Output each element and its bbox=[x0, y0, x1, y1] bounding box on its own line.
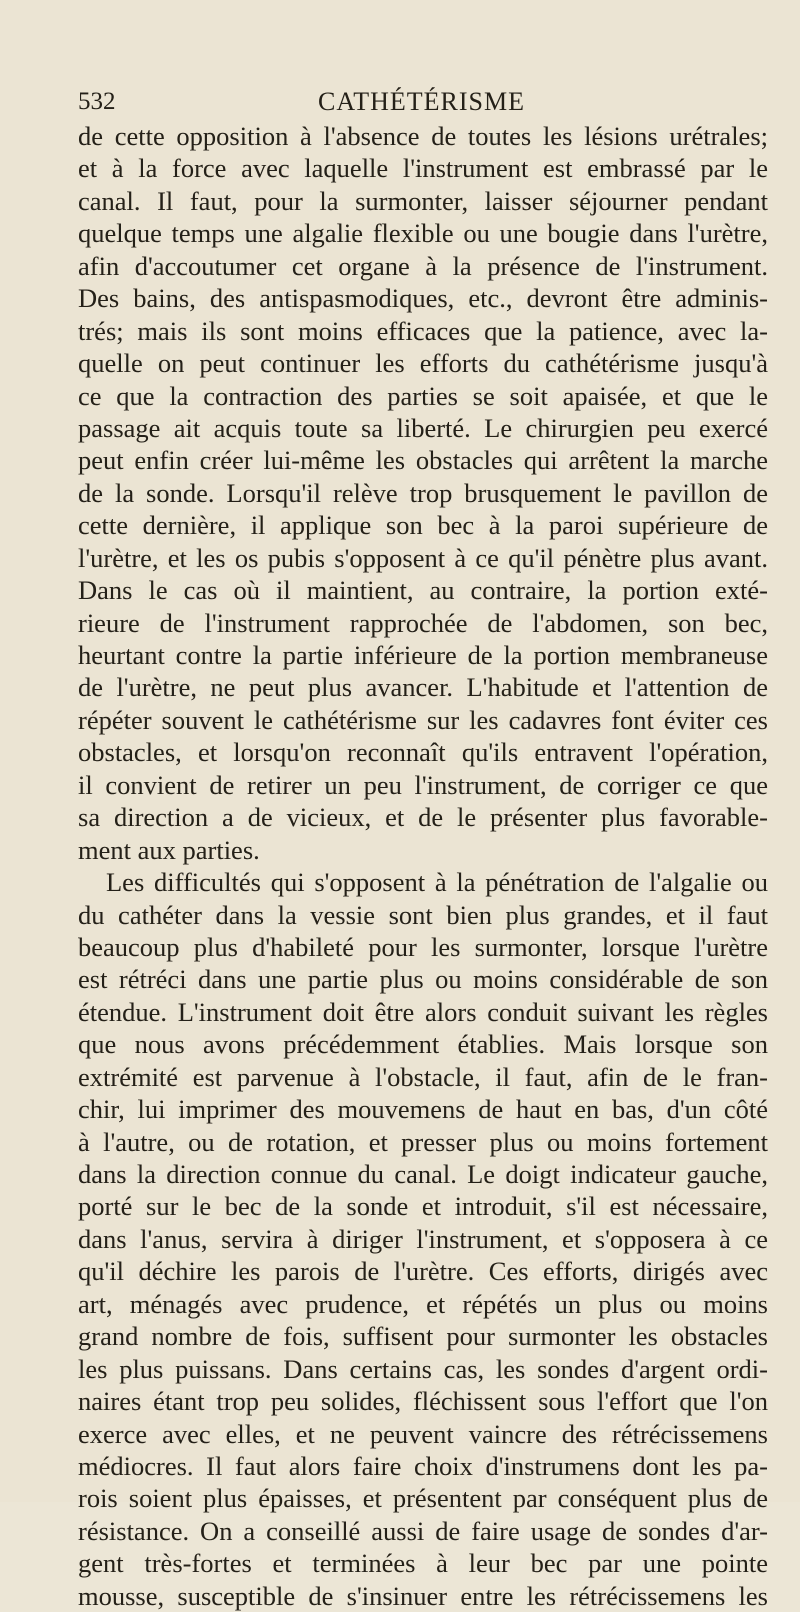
text-line: obstacles, et lorsqu'on reconnaît qu'ils entravent l'opération, bbox=[78, 737, 768, 768]
text-line: répéter souvent le cathétérisme sur les cadavres font éviter ces bbox=[78, 704, 768, 735]
page-number: 532 bbox=[78, 88, 116, 115]
text-line: médiocres. Il faut alors faire choix d'instrumens dont les pa- bbox=[78, 1450, 768, 1481]
text-line: porté sur le bec de la sonde et introduit, s'il est nécessaire, bbox=[78, 1191, 768, 1222]
page-header bbox=[78, 84, 768, 120]
text-line: mousse, susceptible de s'insinuer entre les rétrécissemens les bbox=[78, 1580, 768, 1611]
text-line: l'urètre, et les os pubis s'opposent à ce qu'il pénètre plus avant. bbox=[78, 542, 768, 573]
text-line: naires étant trop peu solides, fléchissent sous l'effort que l'on bbox=[78, 1386, 768, 1417]
text-line: dans la direction connue du canal. Le doigt indicateur gauche, bbox=[78, 1159, 768, 1189]
text-line: canal. Il faut, pour la surmonter, laisser séjourner pendant bbox=[78, 185, 768, 216]
text-line: quelque temps une algalie flexible ou une bougie dans l'urètre, bbox=[78, 218, 768, 249]
text-line: art, ménagés avec prudence, et répétés un plus ou moins bbox=[78, 1288, 768, 1319]
text-line: afin d'accoutumer cet organe à la présence de l'instrument. bbox=[78, 250, 768, 281]
text-line: et à la force avec laquelle l'instrument est embrassé par le bbox=[78, 153, 768, 184]
text-line: les plus puissans. Dans certains cas, les sondes d'argent ordi- bbox=[78, 1353, 768, 1384]
text-line: rieure de l'instrument rapprochée de l'abdomen, son bec, bbox=[78, 607, 768, 638]
text-line: de l'urètre, ne peut plus avancer. L'habitude et l'attention de bbox=[78, 672, 768, 703]
text-line: beaucoup plus d'habileté pour les surmonter, lorsque l'urètre bbox=[78, 931, 768, 962]
text-line: gent très-fortes et terminées à leur bec par une pointe bbox=[78, 1548, 768, 1579]
text-line: trés; mais ils sont moins efficaces que la patience, avec la- bbox=[78, 315, 768, 346]
text-line: dans l'anus, servira à diriger l'instrument, et s'opposera à ce bbox=[78, 1223, 768, 1254]
text-line: qu'il déchire les parois de l'urètre. Ces efforts, dirigés avec bbox=[78, 1256, 768, 1287]
text-line: est rétréci dans une partie plus ou moins considérable de son bbox=[78, 964, 768, 995]
text-line: chir, lui imprimer des mouvemens de haut en bas, d'un côté bbox=[78, 1094, 768, 1125]
text-line: étendue. L'instrument doit être alors conduit suivant les règles bbox=[78, 996, 768, 1027]
text-line: il convient de retirer un peu l'instrument, de corriger ce que bbox=[78, 769, 768, 800]
text-line: peut enfin créer lui-même les obstacles qui arrêtent la marche bbox=[78, 445, 768, 476]
body-text bbox=[78, 120, 768, 1612]
text-line: heurtant contre la partie inférieure de la portion membraneuse bbox=[78, 640, 768, 670]
text-line: passage ait acquis toute sa liberté. Le chirurgien peu exercé bbox=[78, 412, 768, 443]
text-line: de cette opposition à l'absence de toutes les lésions urétrales; bbox=[78, 121, 768, 151]
text-line: extrémité est parvenue à l'obstacle, il faut, afin de le fran- bbox=[78, 1061, 768, 1092]
text-line: ce que la contraction des parties se soit apaisée, et que le bbox=[78, 380, 768, 411]
text-line: grand nombre de fois, suffisent pour surmonter les obstacles bbox=[78, 1321, 768, 1352]
running-title: CATHÉTÉRISME bbox=[318, 87, 525, 116]
text-line: quelle on peut continuer les efforts du cathétérisme jusqu'à bbox=[78, 348, 768, 379]
text-line: du cathéter dans la vessie sont bien plus grandes, et il faut bbox=[78, 899, 768, 930]
text-line: résistance. On a conseillé aussi de faire usage de sondes d'ar- bbox=[78, 1515, 768, 1546]
text-line: de la sonde. Lorsqu'il relève trop brusquement le pavillon de bbox=[78, 477, 768, 508]
text-line: à l'autre, ou de rotation, et presser plus ou moins fortement bbox=[78, 1126, 768, 1157]
text-line: rois soient plus épaisses, et présentent par conséquent plus de bbox=[78, 1483, 768, 1514]
text-line: sa direction a de vicieux, et de le présenter plus favorable- bbox=[78, 802, 768, 833]
text-line: cette dernière, il applique son bec à la paroi supérieure de bbox=[78, 510, 768, 541]
text-line: que nous avons précédemment établies. Mais lorsque son bbox=[78, 1029, 768, 1060]
text-line: exerce avec elles, et ne peuvent vaincre des rétrécissemens bbox=[78, 1418, 768, 1449]
text-line: Des bains, des antispasmodiques, etc., devront être adminis- bbox=[78, 283, 768, 314]
text-line: ment aux parties. bbox=[78, 834, 260, 865]
text-line: Les difficultés qui s'opposent à la pénétration de l'algalie ou bbox=[106, 867, 768, 898]
text-line: Dans le cas où il maintient, au contraire, la portion exté- bbox=[78, 575, 768, 606]
